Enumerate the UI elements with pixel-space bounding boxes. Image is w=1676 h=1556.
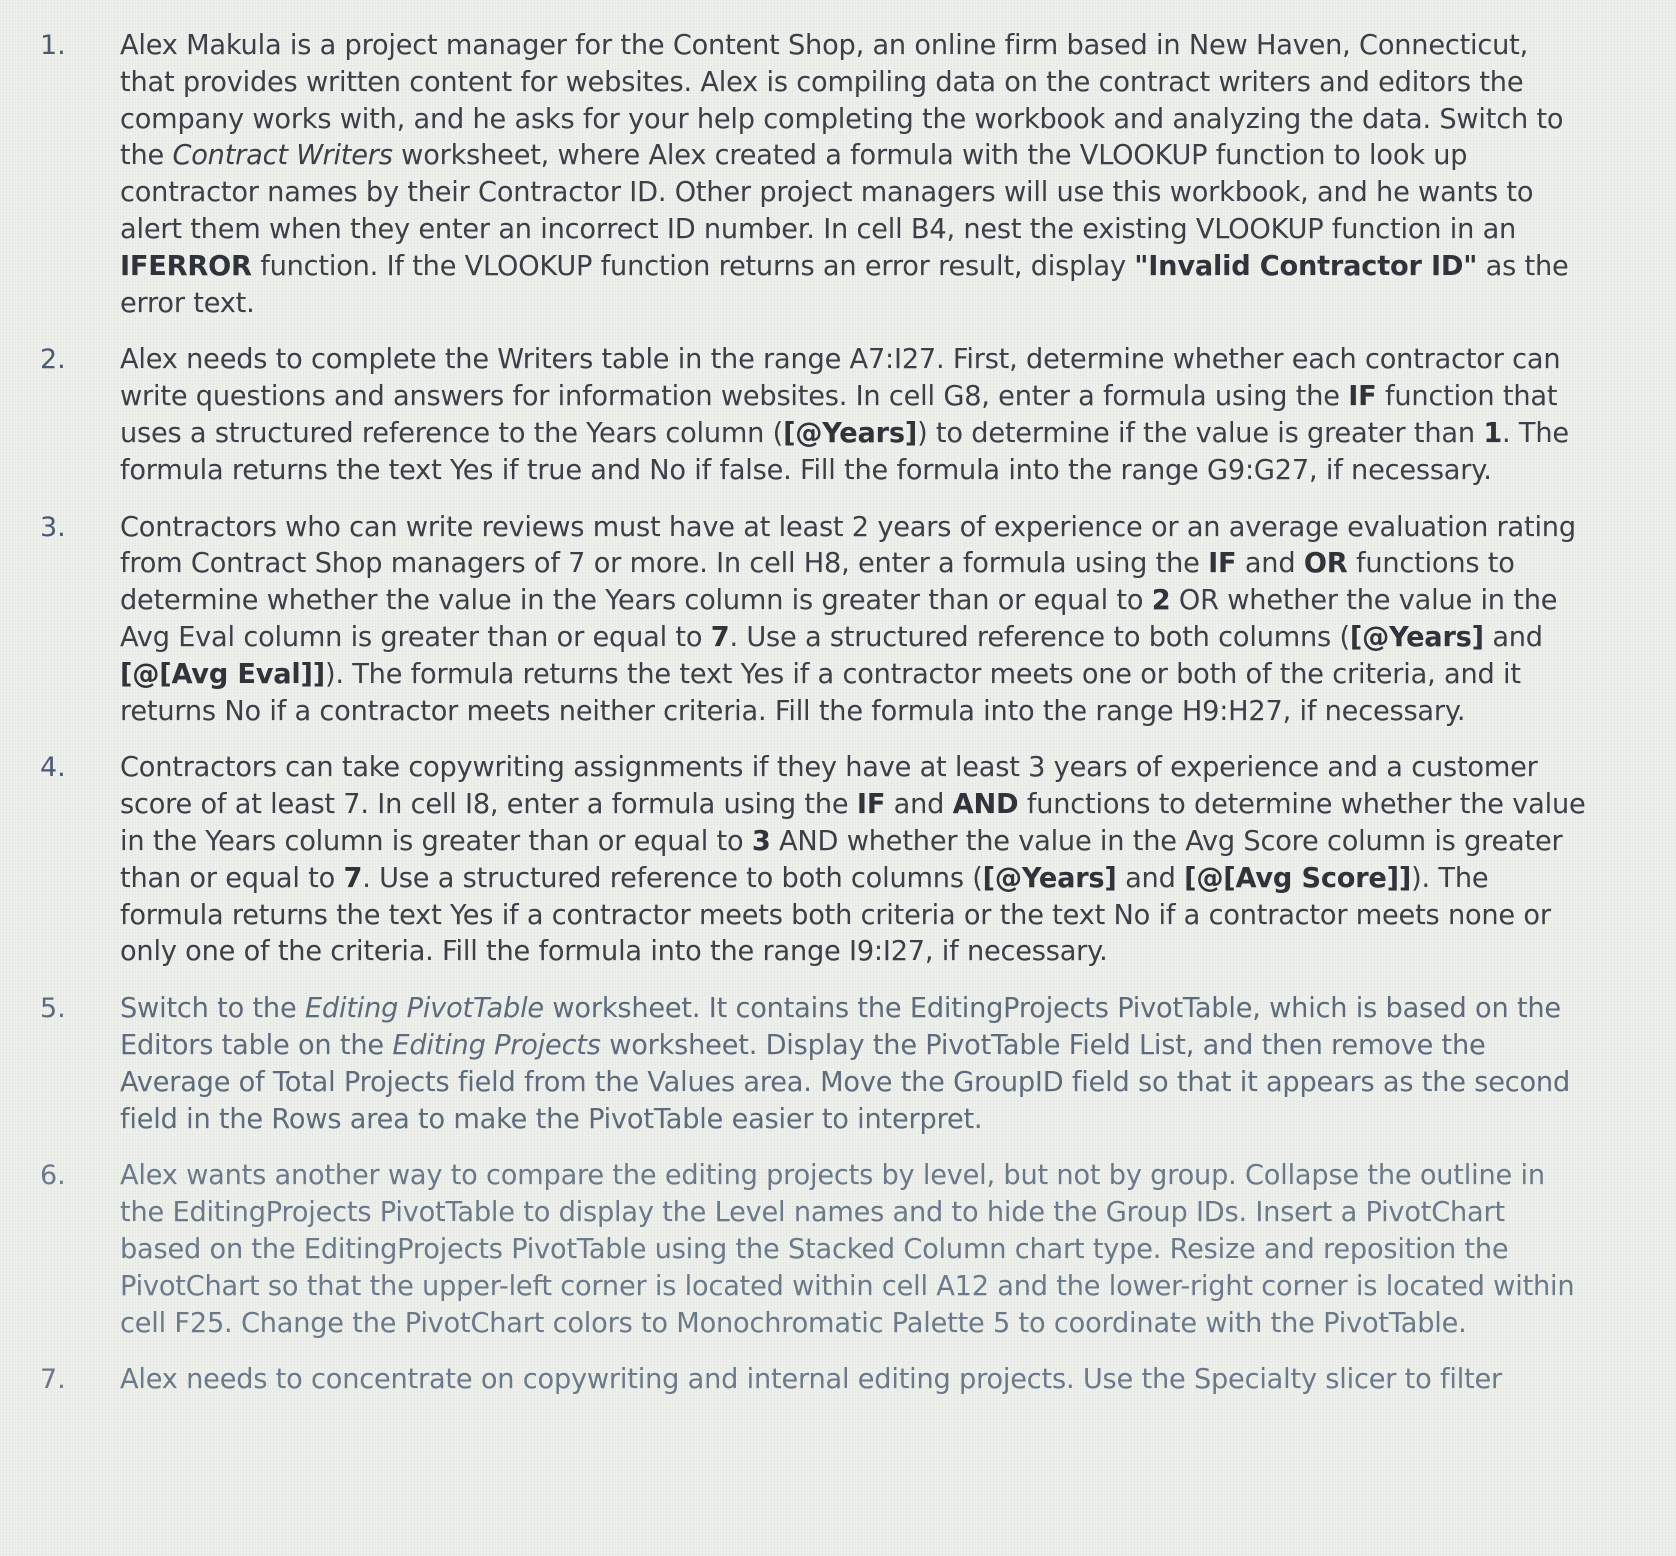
bold-text: [@Years] (1349, 621, 1484, 653)
instruction-list (0, 28, 1676, 1419)
text-run: . Use a structured reference to both columns ( (729, 621, 1350, 653)
bold-text: 2 (1151, 585, 1171, 617)
text-run: ) to determine if the value is greater than (917, 417, 1484, 449)
step-text (120, 342, 1588, 489)
text-run: AND whether the value in the Avg Score column is greater than or equal to (120, 825, 1563, 894)
text-run: functions to determine whether the value in the Years column is greater than or equal to (120, 789, 1586, 857)
text-run: and (1483, 621, 1543, 653)
text-run: Contractors can take copywriting assignments if they have at least 3 years of experience and a customer score of at least 7. In cell I8, enter a formula using the (120, 752, 1538, 821)
instruction-item-3 (0, 510, 1676, 731)
bold-text: IFERROR (120, 250, 252, 282)
text-run: Alex Makula is a project manager for the Content Shop, an online firm based in New Haven, Connecticut, that provides written content for websites. Alex is compiling data on the contract writers and editors the company works with, and he asks for your help completing the workbook and analyzing the data. Switch to the (120, 30, 1564, 172)
text-run: function that uses a structured reference to the Years column ( (120, 381, 1558, 449)
text-run: as the error text. (120, 250, 1569, 319)
step-text (120, 510, 1588, 731)
text-run: and (1236, 548, 1304, 580)
text-run: ). The formula returns the text Yes if a contractor meets both criteria or the text No if a contractor meets none or only one of the criteria. Fill the formula into the range I9:I27, if necessary. (120, 862, 1551, 968)
text-run: worksheet. It contains the EditingProjects PivotTable, which is based on the Editors table on the (120, 993, 1561, 1061)
instruction-item-2 (0, 342, 1676, 489)
bold-text: IF (1348, 381, 1377, 413)
step-text (120, 1158, 1588, 1342)
text-run: . The formula returns the text Yes if true and No if false. Fill the formula into the range G9:G27, if necessary. (120, 417, 1569, 486)
text-run: worksheet. Display the PivotTable Field List, and then remove the Average of Total Projects field from the Values area. Move the GroupID field so that it appears as the second field in the Rows area to make the PivotTable easier to interpret. (120, 1029, 1571, 1135)
text-run: Alex needs to complete the Writers table in the range A7:I27. First, determine whether each contractor can write questions and answers for information websites. In cell G8, enter a formula using the (120, 344, 1561, 413)
text-run: OR whether the value in the Avg Eval column is greater than or equal to (120, 585, 1558, 653)
step-text (120, 28, 1588, 322)
step-text (120, 750, 1588, 971)
instruction-item-7 (0, 1362, 1676, 1399)
bold-text: IF (856, 789, 886, 821)
italic-text: Contract Writers (172, 140, 393, 172)
bold-text: "Invalid Contractor ID" (1134, 250, 1478, 282)
instruction-item-6 (0, 1158, 1676, 1342)
step-number: 5. (40, 993, 66, 1025)
instruction-item-4 (0, 750, 1676, 971)
bold-text: 7 (710, 621, 730, 653)
bold-text: 3 (751, 825, 771, 857)
step-number: 3. (40, 511, 66, 543)
italic-text: Editing PivotTable (304, 993, 544, 1025)
bold-text: OR (1303, 548, 1348, 580)
bold-text: AND (952, 789, 1019, 821)
text-run: worksheet, where Alex created a formula with the VLOOKUP function to look up contractor names by their Contractor ID. Other project managers will use this workbook, and he wants to alert them when they enter an incorrect ID number. In cell B4, nest the existing VLOOKUP function in an (120, 140, 1534, 245)
text-run: Alex needs to concentrate on copywriting and internal editing projects. Use the Specialty slicer to filter (120, 1364, 1503, 1396)
step-number: 6. (40, 1160, 66, 1192)
step-text (120, 1362, 1588, 1399)
text-run: . Use a structured reference to both columns ( (362, 862, 983, 894)
step-number: 7. (40, 1364, 66, 1396)
bold-text: 1 (1483, 417, 1503, 449)
bold-text: [@[Avg Eval]] (120, 658, 325, 690)
text-run: and (885, 789, 953, 821)
bold-text: [@[Avg Score]] (1184, 862, 1412, 894)
step-text (120, 991, 1588, 1138)
bold-text: IF (1208, 548, 1237, 580)
text-run: function. If the VLOOKUP function returns an error result, display (251, 250, 1135, 282)
bold-text: [@Years] (982, 862, 1117, 894)
instruction-item-1 (0, 28, 1676, 322)
text-run: Alex wants another way to compare the editing projects by level, but not by group. Collapse the outline in the EditingProjects PivotTable to display the Level names and to hide the Group IDs. Insert a PivotChart based on the EditingProjects PivotTable using the Stacked Column chart type. Resize and reposition the PivotChart so that the upper-left corner is located within cell A12 and the lower-right corner is located within cell F25. Change the PivotChart colors to Monochromatic Palette 5 to coordinate with the PivotTable. (120, 1160, 1575, 1339)
text-run: functions to determine whether the value in the Years column is greater than or equal to (120, 548, 1515, 617)
step-number: 1. (40, 30, 66, 61)
text-run: Switch to the (120, 993, 305, 1025)
text-run: Contractors who can write reviews must have at least 2 years of experience or an average evaluation rating from Contract Shop managers of 7 or more. In cell H8, enter a formula using the (120, 511, 1576, 580)
bold-text: 7 (343, 862, 363, 894)
text-run: ). The formula returns the text Yes if a contractor meets one or both of the criteria, and it returns No if a contractor meets neither criteria. Fill the formula into the range H9:H27, if necessary. (120, 658, 1521, 727)
bold-text: [@Years] (783, 417, 918, 449)
italic-text: Editing Projects (392, 1029, 601, 1061)
instruction-item-5 (0, 991, 1676, 1138)
text-run: and (1116, 862, 1185, 894)
step-number: 2. (40, 344, 66, 376)
step-number: 4. (40, 752, 66, 784)
